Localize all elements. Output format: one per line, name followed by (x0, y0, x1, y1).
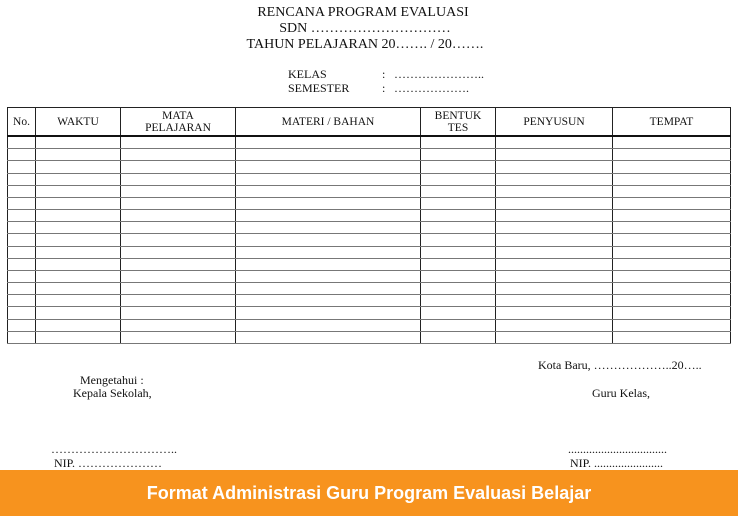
table-cell (421, 210, 496, 222)
table-cell (613, 173, 731, 185)
table-cell (421, 295, 496, 307)
table-cell (236, 283, 421, 295)
table-cell (121, 161, 236, 173)
table-cell (236, 210, 421, 222)
table-row (8, 331, 731, 343)
evaluation-table (7, 107, 731, 344)
table-cell (121, 185, 236, 197)
table-cell (8, 319, 36, 331)
table-cell (8, 161, 36, 173)
table-cell (496, 319, 613, 331)
table-cell (121, 222, 236, 234)
table-cell (236, 307, 421, 319)
table-cell (121, 331, 236, 343)
table-row (8, 295, 731, 307)
table-cell (613, 319, 731, 331)
table-cell (236, 222, 421, 234)
school-name: SDN ………………………… (279, 21, 451, 36)
semester-row (288, 81, 484, 95)
kelas-label: KELAS (288, 67, 327, 81)
table-header-row (8, 108, 731, 137)
table-cell (121, 307, 236, 319)
table-cell (421, 319, 496, 331)
table-row (8, 307, 731, 319)
table-cell (421, 197, 496, 209)
table-row (8, 136, 731, 149)
table-cell (496, 258, 613, 270)
document-title: RENCANA PROGRAM EVALUASI (257, 5, 469, 20)
table-cell (421, 222, 496, 234)
table-cell (121, 210, 236, 222)
table-cell (236, 136, 421, 149)
table-cell (421, 173, 496, 185)
col-header-no: No. (8, 108, 36, 137)
table-cell (613, 136, 731, 149)
table-cell (496, 161, 613, 173)
table-cell (121, 319, 236, 331)
table-cell (36, 331, 121, 343)
table-cell (496, 222, 613, 234)
table-cell (236, 161, 421, 173)
place-date: Kota Baru, ………………..20….. (538, 358, 702, 372)
teacher-name-line: ................................. (568, 442, 667, 456)
table-cell (8, 136, 36, 149)
table-cell (613, 307, 731, 319)
table-row (8, 258, 731, 270)
document-header (0, 5, 738, 53)
table-cell (496, 246, 613, 258)
table-cell (8, 295, 36, 307)
table-cell (496, 295, 613, 307)
table-cell (613, 222, 731, 234)
table-cell (121, 270, 236, 282)
table-cell (613, 246, 731, 258)
table-cell (613, 149, 731, 161)
table-row (8, 210, 731, 222)
table-cell (8, 222, 36, 234)
table-cell (236, 246, 421, 258)
principal-title: Kepala Sekolah, (73, 386, 152, 400)
table-cell (236, 295, 421, 307)
table-row (8, 197, 731, 209)
table-cell (8, 173, 36, 185)
table-cell (496, 173, 613, 185)
table-cell (36, 136, 121, 149)
table-cell (8, 234, 36, 246)
table-row (8, 161, 731, 173)
table-cell (36, 307, 121, 319)
table-cell (236, 234, 421, 246)
table-row (8, 234, 731, 246)
teacher-nip: NIP. ....................... (570, 456, 664, 470)
academic-year: TAHUN PELAJARAN 20……. / 20……. (246, 37, 484, 52)
table-cell (421, 161, 496, 173)
table-cell (496, 185, 613, 197)
semester-value: ………………. (394, 81, 469, 95)
table-cell (36, 283, 121, 295)
table-cell (121, 136, 236, 149)
table-cell (236, 331, 421, 343)
table-cell (8, 246, 36, 258)
table-cell (8, 210, 36, 222)
table-cell (421, 149, 496, 161)
table-row (8, 149, 731, 161)
table-cell (421, 185, 496, 197)
table-cell (421, 246, 496, 258)
table-cell (236, 258, 421, 270)
table-cell (496, 149, 613, 161)
kelas-value: ………………….. (394, 67, 484, 81)
table-cell (121, 295, 236, 307)
table-cell (36, 197, 121, 209)
caption-text: Format Administrasi Guru Program Evaluasi Belajar (146, 482, 592, 503)
table-cell (121, 149, 236, 161)
table-cell (121, 246, 236, 258)
table-cell (36, 270, 121, 282)
table-cell (36, 319, 121, 331)
col-header-tempat: TEMPAT (613, 108, 731, 137)
table-cell (421, 258, 496, 270)
table-cell (8, 185, 36, 197)
principal-nip: NIP. ………………… (54, 456, 163, 470)
table-cell (496, 136, 613, 149)
table-cell (421, 270, 496, 282)
table-cell (613, 283, 731, 295)
table-cell (121, 197, 236, 209)
table-cell (36, 258, 121, 270)
table-cell (613, 210, 731, 222)
table-cell (8, 149, 36, 161)
caption-banner (0, 470, 738, 516)
table-cell (613, 161, 731, 173)
class-info (288, 67, 484, 95)
table-cell (421, 136, 496, 149)
table-cell (613, 197, 731, 209)
table-cell (496, 197, 613, 209)
col-header-bentuk-tes: BENTUK TES (421, 108, 496, 137)
principal-name-line: ………………………….. (51, 442, 177, 456)
semester-colon: : (382, 81, 386, 95)
table-cell (496, 270, 613, 282)
col-header-waktu: WAKTU (36, 108, 121, 137)
table-cell (236, 319, 421, 331)
table-cell (8, 258, 36, 270)
table-cell (496, 210, 613, 222)
table-cell (421, 307, 496, 319)
kelas-colon: : (382, 67, 386, 81)
table-cell (36, 185, 121, 197)
table-cell (496, 307, 613, 319)
table-cell (121, 258, 236, 270)
table-cell (36, 173, 121, 185)
table-row (8, 319, 731, 331)
table-cell (8, 331, 36, 343)
table-cell (236, 149, 421, 161)
semester-label: SEMESTER (288, 81, 350, 95)
table-cell (613, 295, 731, 307)
table-cell (421, 331, 496, 343)
table-cell (236, 173, 421, 185)
table-row (8, 246, 731, 258)
table-cell (36, 246, 121, 258)
table-cell (421, 283, 496, 295)
table-cell (8, 197, 36, 209)
table-cell (613, 258, 731, 270)
kelas-row (288, 67, 484, 81)
table-row (8, 185, 731, 197)
table-cell (496, 331, 613, 343)
table-cell (36, 222, 121, 234)
table-cell (121, 283, 236, 295)
table-cell (613, 270, 731, 282)
table-cell (421, 234, 496, 246)
table-row (8, 173, 731, 185)
table-cell (8, 307, 36, 319)
table-cell (236, 270, 421, 282)
teacher-title: Guru Kelas, (592, 386, 650, 400)
table-cell (613, 185, 731, 197)
table-cell (613, 331, 731, 343)
table-cell (36, 210, 121, 222)
table-cell (613, 234, 731, 246)
table-row (8, 222, 731, 234)
acknowledged-label: Mengetahui : (80, 373, 144, 387)
table-cell (36, 149, 121, 161)
table-cell (36, 234, 121, 246)
table-cell (121, 234, 236, 246)
table-cell (496, 283, 613, 295)
table-cell (8, 283, 36, 295)
table-cell (36, 161, 121, 173)
table-cell (8, 270, 36, 282)
table-cell (36, 295, 121, 307)
table-cell (236, 197, 421, 209)
col-header-penyusun: PENYUSUN (496, 108, 613, 137)
table-cell (121, 173, 236, 185)
col-header-materi-bahan: MATERI / BAHAN (236, 108, 421, 137)
table-cell (236, 185, 421, 197)
table-row (8, 270, 731, 282)
col-header-mata-pelajaran: MATA PELAJARAN (121, 108, 236, 137)
table-cell (496, 234, 613, 246)
table-row (8, 283, 731, 295)
